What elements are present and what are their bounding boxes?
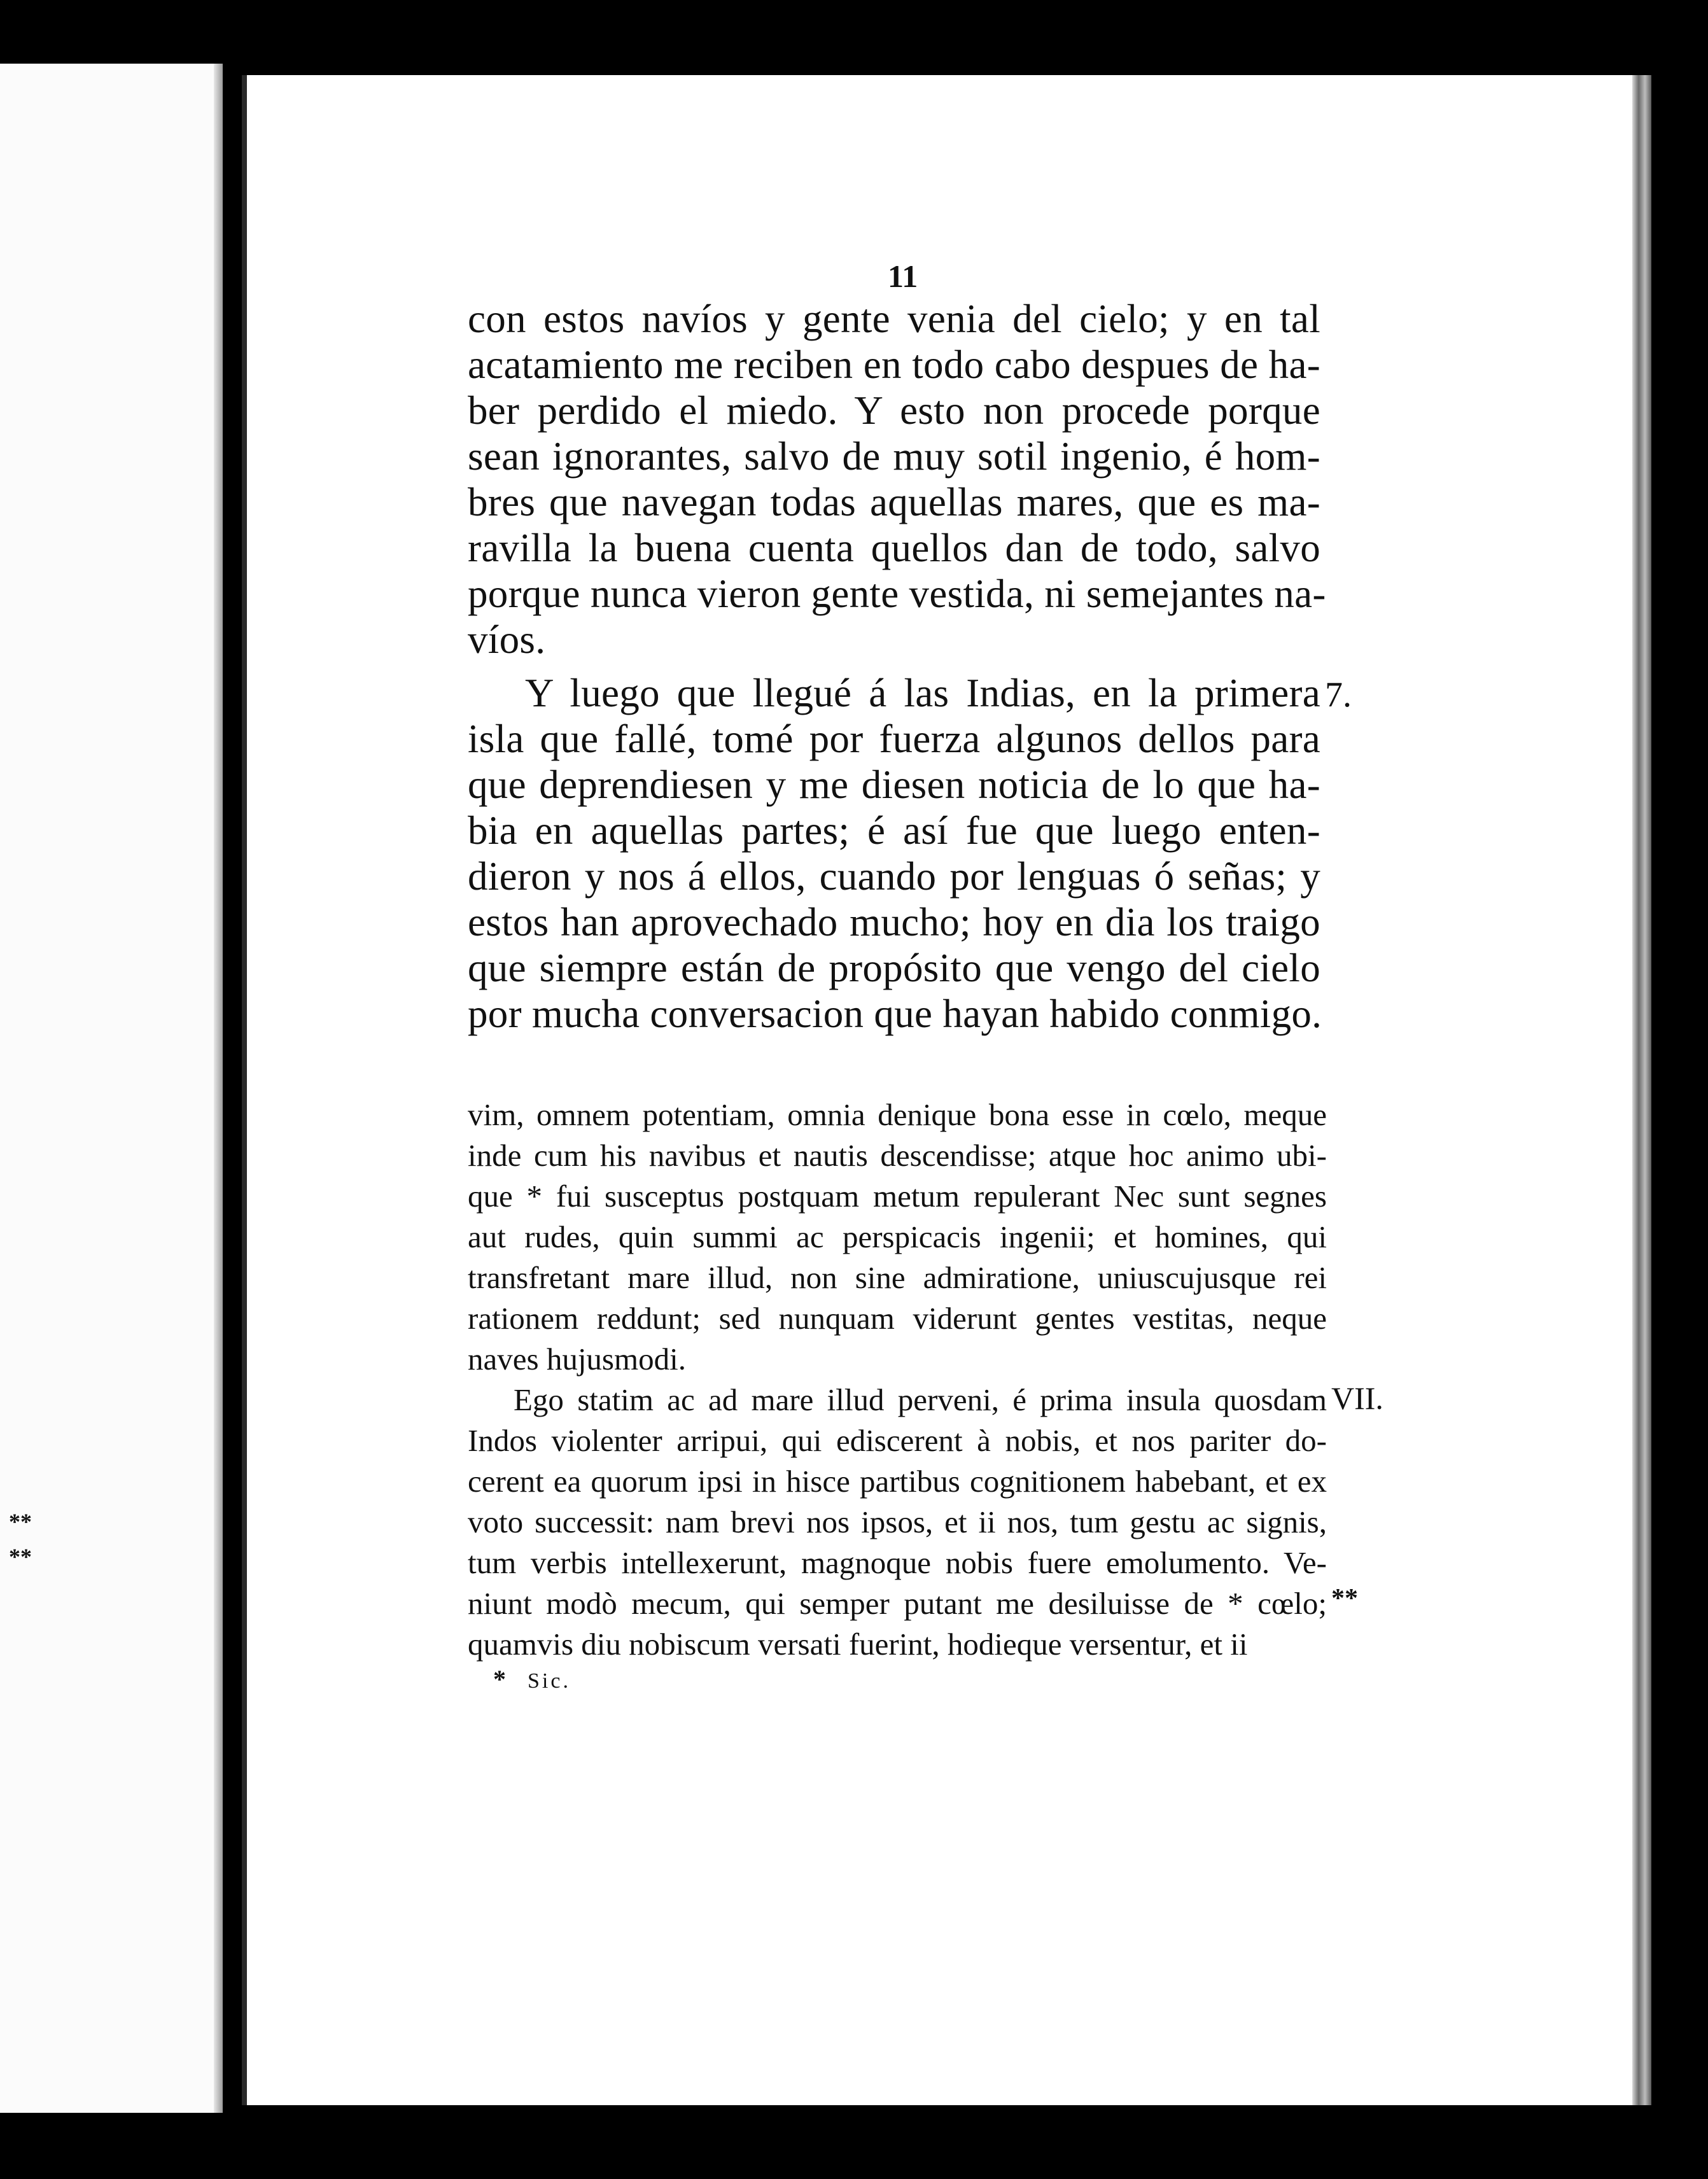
latin-p2-line: Indos violenter arripui, qui ediscerent à nobis, et nos pariter do- (468, 1423, 1327, 1458)
spanish-paragraph-1 (468, 296, 1326, 662)
spanish-p1-line: ber perdido el miedo. Y esto non procede porque (468, 388, 1320, 433)
spanish-p1-line: acatamiento me reciben en todo cabo despues de ha- (468, 342, 1320, 387)
latin-p1-line: transfretant mare illud, non sine admiratione, uniuscujusque rei (468, 1260, 1327, 1295)
latin-p1-line: rationem reddunt; sed nunquam viderunt gentes vestitas, neque (468, 1301, 1327, 1336)
latin-margin-stars: ** (1331, 1584, 1358, 1613)
footnote-text: Sic. (528, 1669, 571, 1693)
spanish-p1-line: ravilla la buena cuenta quellos dan de todo, salvo (468, 526, 1320, 570)
latin-paragraph-2 (468, 1380, 1327, 1665)
spanish-paragraph-2 (468, 670, 1320, 1037)
spanish-p1-line: porque nunca vieron gente vestida, ni semejantes na- (468, 571, 1326, 616)
spanish-margin-number: 7. (1325, 675, 1352, 715)
latin-p1-line: inde cum his navibus et nautis descendisse; atque hoc animo ubi- (468, 1138, 1327, 1173)
latin-p2-line: Ego statim ac ad mare illud perveni, é prima insula quosdam (514, 1382, 1327, 1417)
latin-p2-line: quamvis diu nobiscum versati fuerint, hodieque versentur, et ii (468, 1627, 1248, 1662)
spanish-p2-line: que deprendiesen y me diesen noticia de lo que ha- (468, 762, 1320, 807)
page-stack-edge (1632, 75, 1651, 2105)
spanish-p2-line: por mucha conversacion que hayan habido conmigo. (468, 991, 1322, 1036)
spanish-p1-line: bres que navegan todas aquellas mares, que es ma- (468, 480, 1320, 524)
spanish-text-block (468, 296, 1326, 1037)
left-page-fragment (0, 64, 223, 2113)
latin-p1-line: que * fui susceptus postquam metum repulerant Nec sunt segnes (468, 1179, 1327, 1214)
latin-p2-line: tum verbis intellexerunt, magnoque nobis fuere emolumento. Ve- (468, 1545, 1327, 1580)
spanish-p2-line: isla que fallé, tomé por fuerza algunos dellos para (468, 717, 1320, 761)
left-page-mark-1: ** (9, 1509, 32, 1534)
footnote (493, 1664, 571, 1694)
page-number: 11 (888, 258, 918, 294)
latin-p1-line: vim, omnem potentiam, omnia denique bona esse in cœlo, meque (468, 1097, 1327, 1132)
latin-p2-line: niunt modò mecum, qui semper putant me desiluisse de * cœlo; (468, 1586, 1327, 1621)
latin-p2-line: cerent ea quorum ipsi in hisce partibus cognitionem habebant, et ex (468, 1464, 1327, 1499)
latin-p1-line: naves hujusmodi. (468, 1342, 686, 1377)
paragraph-gap (468, 662, 1320, 670)
latin-paragraph-1 (468, 1095, 1327, 1380)
spanish-p2-line: que siempre están de propósito que vengo del cielo (468, 946, 1320, 990)
spanish-p1-line: con estos navíos y gente venia del cielo; y en tal (468, 297, 1320, 341)
spanish-p1-line: víos. (468, 617, 546, 662)
spanish-p2-line: Y luego que llegué á las Indias, en la primera (525, 671, 1320, 715)
spanish-p2-line: dieron y nos á ellos, cuando por lenguas ó señas; y (468, 854, 1320, 899)
spanish-p2-line: estos han aprovechado mucho; hoy en dia los traigo (468, 900, 1320, 944)
footnote-star: * (493, 1665, 508, 1693)
spanish-p1-line: sean ignorantes, salvo de muy sotil ingenio, é hom- (468, 434, 1320, 479)
latin-p2-line: voto successit: nam brevi nos ipsos, et ii nos, tum gestu ac signis, (468, 1504, 1327, 1539)
page-binding-edge (242, 75, 247, 2105)
latin-margin-number: VII. (1331, 1380, 1383, 1416)
latin-text-block (468, 1095, 1327, 1665)
book-gutter (223, 0, 242, 2179)
left-page-edge (214, 64, 223, 2113)
spanish-p2-line: bia en aquellas partes; é así fue que luego enten- (468, 808, 1320, 853)
left-page-mark-2: ** (9, 1544, 32, 1569)
latin-p1-line: aut rudes, quin summi ac perspicacis ingenii; et homines, qui (468, 1219, 1327, 1254)
